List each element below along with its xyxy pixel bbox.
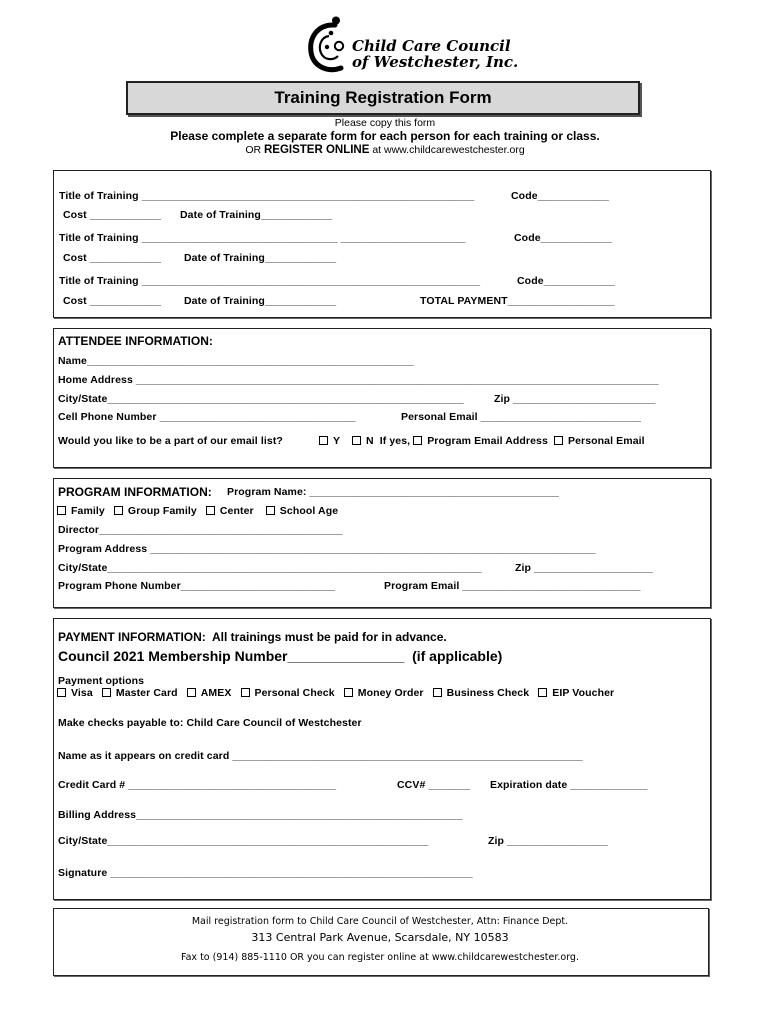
- mail-instructions: Mail registration form to Child Care Council of Westchester, Attn: Finance Dept.: [191, 916, 569, 927]
- eip-voucher-checkbox[interactable]: [538, 688, 547, 697]
- attendee-section: [53, 328, 711, 468]
- ccv-field[interactable]: CCV# _______: [397, 779, 471, 791]
- email-list-question: Would you like to be a part of our email list?: [58, 435, 283, 447]
- fax-instructions: Fax to (914) 885-1110 OR you can register online at www.childcarewestchester.org.: [181, 952, 579, 963]
- council-logo-icon: [305, 16, 351, 76]
- visa-checkbox[interactable]: [57, 688, 66, 697]
- expiration-date-field[interactable]: Expiration date _____________: [490, 779, 648, 791]
- program-address-field[interactable]: Program Address ___________________________________________________________________________: [58, 543, 596, 555]
- payment-section: [53, 618, 711, 900]
- program-type-options: Family Group Family Center School Age: [54, 505, 338, 517]
- training-date-2-field[interactable]: Date of Training____________: [184, 252, 337, 264]
- email-list-yes-checkbox[interactable]: [319, 436, 328, 445]
- program-heading: PROGRAM INFORMATION:: [58, 485, 212, 499]
- training-title-2-field[interactable]: Title of Training _________________________________ _____________________: [59, 232, 466, 244]
- payment-heading: PAYMENT INFORMATION: All trainings must be paid for in advance.: [58, 630, 447, 644]
- personal-email-checkbox[interactable]: [554, 436, 563, 445]
- center-checkbox[interactable]: [206, 506, 215, 515]
- payment-options-label: Payment options: [58, 675, 145, 687]
- payment-options: Visa Master Card AMEX Personal Check Money Order Business Check EIP Voucher: [54, 687, 614, 699]
- cell-phone-field[interactable]: Cell Phone Number _________________________________: [58, 411, 356, 423]
- program-phone-field[interactable]: Program Phone Number__________________________: [58, 580, 336, 592]
- training-title-1-field[interactable]: Title of Training ________________________________________________________: [59, 190, 475, 202]
- training-date-3-field[interactable]: Date of Training____________: [184, 295, 337, 307]
- program-name-field[interactable]: Program Name: __________________________________________: [227, 486, 559, 498]
- mastercard-checkbox[interactable]: [102, 688, 111, 697]
- attendee-city-state-field[interactable]: City/State____________________________________________________________: [58, 393, 464, 405]
- program-email-checkbox[interactable]: [413, 436, 422, 445]
- family-checkbox[interactable]: [57, 506, 66, 515]
- training-date-1-field[interactable]: Date of Training____________: [180, 209, 333, 221]
- amex-checkbox[interactable]: [187, 688, 196, 697]
- billing-address-field[interactable]: Billing Address_______________________________________________________: [58, 809, 463, 821]
- program-city-state-field[interactable]: City/State_______________________________________________________________: [58, 562, 482, 574]
- attendee-name-field[interactable]: Name_______________________________________________________: [58, 355, 414, 367]
- total-payment-field[interactable]: TOTAL PAYMENT__________________: [420, 295, 615, 307]
- training-code-3-field[interactable]: Code____________: [517, 275, 615, 287]
- email-list-no-checkbox[interactable]: [352, 436, 361, 445]
- money-order-checkbox[interactable]: [344, 688, 353, 697]
- name-on-card-field[interactable]: Name as it appears on credit card ___________________________________________________________: [58, 750, 583, 762]
- mailing-footer: [53, 908, 709, 976]
- group-family-checkbox[interactable]: [114, 506, 123, 515]
- form-title: Training Registration Form: [126, 81, 640, 115]
- payment-advance-note: All trainings must be paid for in advance.: [212, 630, 447, 644]
- separate-form-note: Please complete a separate form for each person for each training or class.: [170, 129, 600, 143]
- program-email-field[interactable]: Program Email ______________________________: [384, 580, 641, 592]
- signature-field[interactable]: Signature _____________________________________________________________: [58, 867, 473, 879]
- membership-number-field[interactable]: Council 2021 Membership Number_______________ (if applicable): [58, 648, 503, 664]
- register-online-note: OR REGISTER ONLINE at www.childcarewestchester.org: [245, 144, 525, 156]
- program-section: [53, 478, 711, 608]
- personal-check-checkbox[interactable]: [241, 688, 250, 697]
- copy-note: Please copy this form: [334, 117, 436, 129]
- director-field[interactable]: Director_________________________________________: [58, 524, 343, 536]
- training-cost-2-field[interactable]: Cost ____________: [63, 252, 162, 264]
- training-section: [53, 170, 711, 318]
- attendee-heading: ATTENDEE INFORMATION:: [58, 334, 213, 348]
- org-name: Child Care Council of Westchester, Inc.: [352, 37, 519, 71]
- training-code-2-field[interactable]: Code____________: [514, 232, 612, 244]
- checks-payable-note: Make checks payable to: Child Care Council of Westchester: [58, 717, 362, 729]
- credit-card-number-field[interactable]: Credit Card # ___________________________________: [58, 779, 337, 791]
- personal-email-field[interactable]: Personal Email ___________________________: [401, 411, 642, 423]
- training-title-3-field[interactable]: Title of Training _________________________________________________________: [59, 275, 481, 287]
- attendee-zip-field[interactable]: Zip ________________________: [494, 393, 656, 405]
- business-check-checkbox[interactable]: [433, 688, 442, 697]
- payment-city-state-field[interactable]: City/State______________________________________________________: [58, 835, 429, 847]
- program-zip-field[interactable]: Zip ____________________: [515, 562, 653, 574]
- school-age-checkbox[interactable]: [266, 506, 275, 515]
- mailing-address: 313 Central Park Avenue, Scarsdale, NY 10583: [251, 931, 509, 944]
- email-list-options: Y N If yes, Program Email Address Personal Email: [316, 435, 645, 447]
- payment-zip-field[interactable]: Zip _________________: [488, 835, 609, 847]
- training-code-1-field[interactable]: Code____________: [511, 190, 609, 202]
- training-cost-3-field[interactable]: Cost ____________: [63, 295, 162, 307]
- home-address-field[interactable]: Home Address ________________________________________________________________________________________: [58, 374, 659, 386]
- training-cost-1-field[interactable]: Cost ____________: [63, 209, 162, 221]
